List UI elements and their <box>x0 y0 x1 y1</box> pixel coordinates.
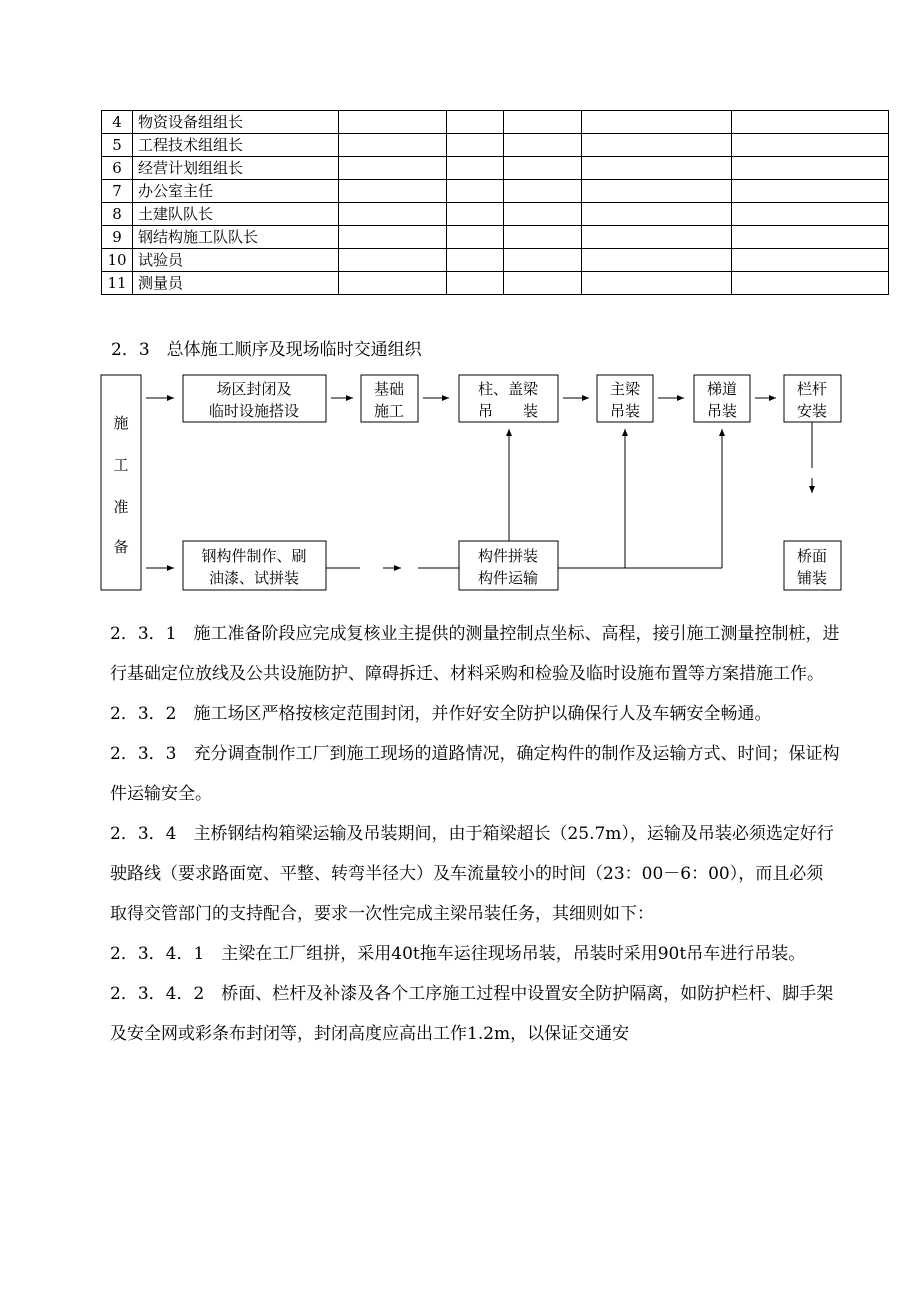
section-heading: 2．3 总体施工顺序及现场临时交通组织 <box>111 340 422 360</box>
construction-sequence-flowchart <box>0 360 920 600</box>
row-number: 11 <box>102 272 133 295</box>
steel-fab-line: 钢构件制作、刷 <box>201 547 307 565</box>
steel-fab-line: 油漆、试拼装 <box>208 569 300 587</box>
table-row <box>102 226 889 249</box>
empty-cell <box>504 272 582 295</box>
empty-cell <box>582 226 732 249</box>
empty-cell <box>732 157 889 180</box>
empty-cell <box>339 272 447 295</box>
empty-cell <box>582 272 732 295</box>
empty-cell <box>447 157 504 180</box>
table-row <box>102 249 889 272</box>
empty-cell <box>582 111 732 134</box>
empty-cell <box>447 203 504 226</box>
body-paragraphs <box>110 614 840 1054</box>
column-beam-line: 吊 装 <box>477 402 539 420</box>
position-title: 测量员 <box>133 272 339 295</box>
foundation-line: 基础 <box>373 380 405 398</box>
position-title: 经营计划组组长 <box>133 157 339 180</box>
table-row <box>102 111 889 134</box>
row-number: 10 <box>102 249 133 272</box>
empty-cell <box>447 180 504 203</box>
railing-line: 栏杆 <box>796 380 828 398</box>
prep-char: 准 <box>113 498 129 516</box>
paragraph: 2．3．1 施工准备阶段应完成复核业主提供的测量控制点坐标、高程，接引施工测量控制桩，进行基础定位放线及公共设施防护、障碍拆迁、材料采购和检验及临时设施布置等方案措施工作。 <box>110 624 840 684</box>
empty-cell <box>447 134 504 157</box>
empty-cell <box>582 249 732 272</box>
empty-cell <box>447 249 504 272</box>
row-number: 5 <box>102 134 133 157</box>
site-closure-line: 临时设施搭设 <box>208 402 300 420</box>
prep-char: 备 <box>113 538 129 556</box>
position-title: 物资设备组组长 <box>133 111 339 134</box>
empty-cell <box>504 180 582 203</box>
position-title: 办公室主任 <box>133 180 339 203</box>
empty-cell <box>504 134 582 157</box>
stair-line: 梯道 <box>706 380 738 398</box>
table-row <box>102 157 889 180</box>
assembly-line: 构件拼装 <box>477 547 539 565</box>
empty-cell <box>582 134 732 157</box>
table-row <box>102 180 889 203</box>
deck-line: 桥面 <box>796 547 828 565</box>
foundation-line: 施工 <box>373 402 405 420</box>
empty-cell <box>339 180 447 203</box>
empty-cell <box>582 180 732 203</box>
empty-cell <box>582 203 732 226</box>
empty-cell <box>732 180 889 203</box>
empty-cell <box>447 111 504 134</box>
empty-cell <box>504 226 582 249</box>
empty-cell <box>339 111 447 134</box>
row-number: 8 <box>102 203 133 226</box>
row-number: 7 <box>102 180 133 203</box>
main-beam-line: 主梁 <box>609 380 641 398</box>
empty-cell <box>732 226 889 249</box>
position-title: 土建队队长 <box>133 203 339 226</box>
empty-cell <box>504 249 582 272</box>
position-title: 钢结构施工队队长 <box>133 226 339 249</box>
empty-cell <box>339 226 447 249</box>
box-construction-prep <box>101 375 141 590</box>
empty-cell <box>447 272 504 295</box>
paragraph: 2．3．4．1 主梁在工厂组拼，采用40t拖车运往现场吊装，吊装时采用90t吊车进行吊装。 <box>110 944 806 964</box>
empty-cell <box>732 272 889 295</box>
table-row <box>102 203 889 226</box>
deck-line: 铺装 <box>796 569 828 587</box>
empty-cell <box>339 203 447 226</box>
table-row <box>102 272 889 295</box>
empty-cell <box>732 203 889 226</box>
paragraph: 2．3．3 充分调查制作工厂到施工现场的道路情况，确定构件的制作及运输方式、时间；保证构件运输安全。 <box>110 744 840 804</box>
paragraph: 2．3．2 施工场区严格按核定范围封闭，并作好安全防护以确保行人及车辆安全畅通。 <box>110 704 772 724</box>
paragraph: 2．3．4．2 桥面、栏杆及补漆及各个工序施工过程中设置安全防护隔离，如防护栏杆、脚手架及安全网或彩条布封闭等，封闭高度应高出工作1.2m，以保证交通安 <box>110 984 834 1044</box>
empty-cell <box>339 134 447 157</box>
site-closure-line: 场区封闭及 <box>216 380 292 398</box>
railing-line: 安装 <box>796 402 828 420</box>
empty-cell <box>732 111 889 134</box>
row-number: 4 <box>102 111 133 134</box>
paragraph: 2．3．4 主桥钢结构箱梁运输及吊装期间，由于箱梁超长（25.7m），运输及吊装必须选定好行驶路线（要求路面宽、平整、转弯半径大）及车流量较小的时间（23：00－6：00），而且必须取得交管部门的支持配合，要求一次性完成主梁吊装任务，其细则如下： <box>110 824 834 924</box>
row-number: 9 <box>102 226 133 249</box>
empty-cell <box>732 134 889 157</box>
row-number: 6 <box>102 157 133 180</box>
empty-cell <box>504 157 582 180</box>
stair-line: 吊装 <box>706 402 738 420</box>
empty-cell <box>504 111 582 134</box>
column-beam-line: 柱、盖梁 <box>477 380 539 398</box>
empty-cell <box>339 157 447 180</box>
empty-cell <box>447 226 504 249</box>
empty-cell <box>504 203 582 226</box>
prep-char: 工 <box>113 456 129 474</box>
assembly-line: 构件运输 <box>477 569 539 587</box>
prep-char: 施 <box>113 414 129 432</box>
main-beam-line: 吊装 <box>609 402 641 420</box>
empty-cell <box>339 249 447 272</box>
empty-cell <box>732 249 889 272</box>
position-title: 工程技术组组长 <box>133 134 339 157</box>
table-row <box>102 134 889 157</box>
position-title: 试验员 <box>133 249 339 272</box>
empty-cell <box>582 157 732 180</box>
staff-table <box>101 110 889 295</box>
